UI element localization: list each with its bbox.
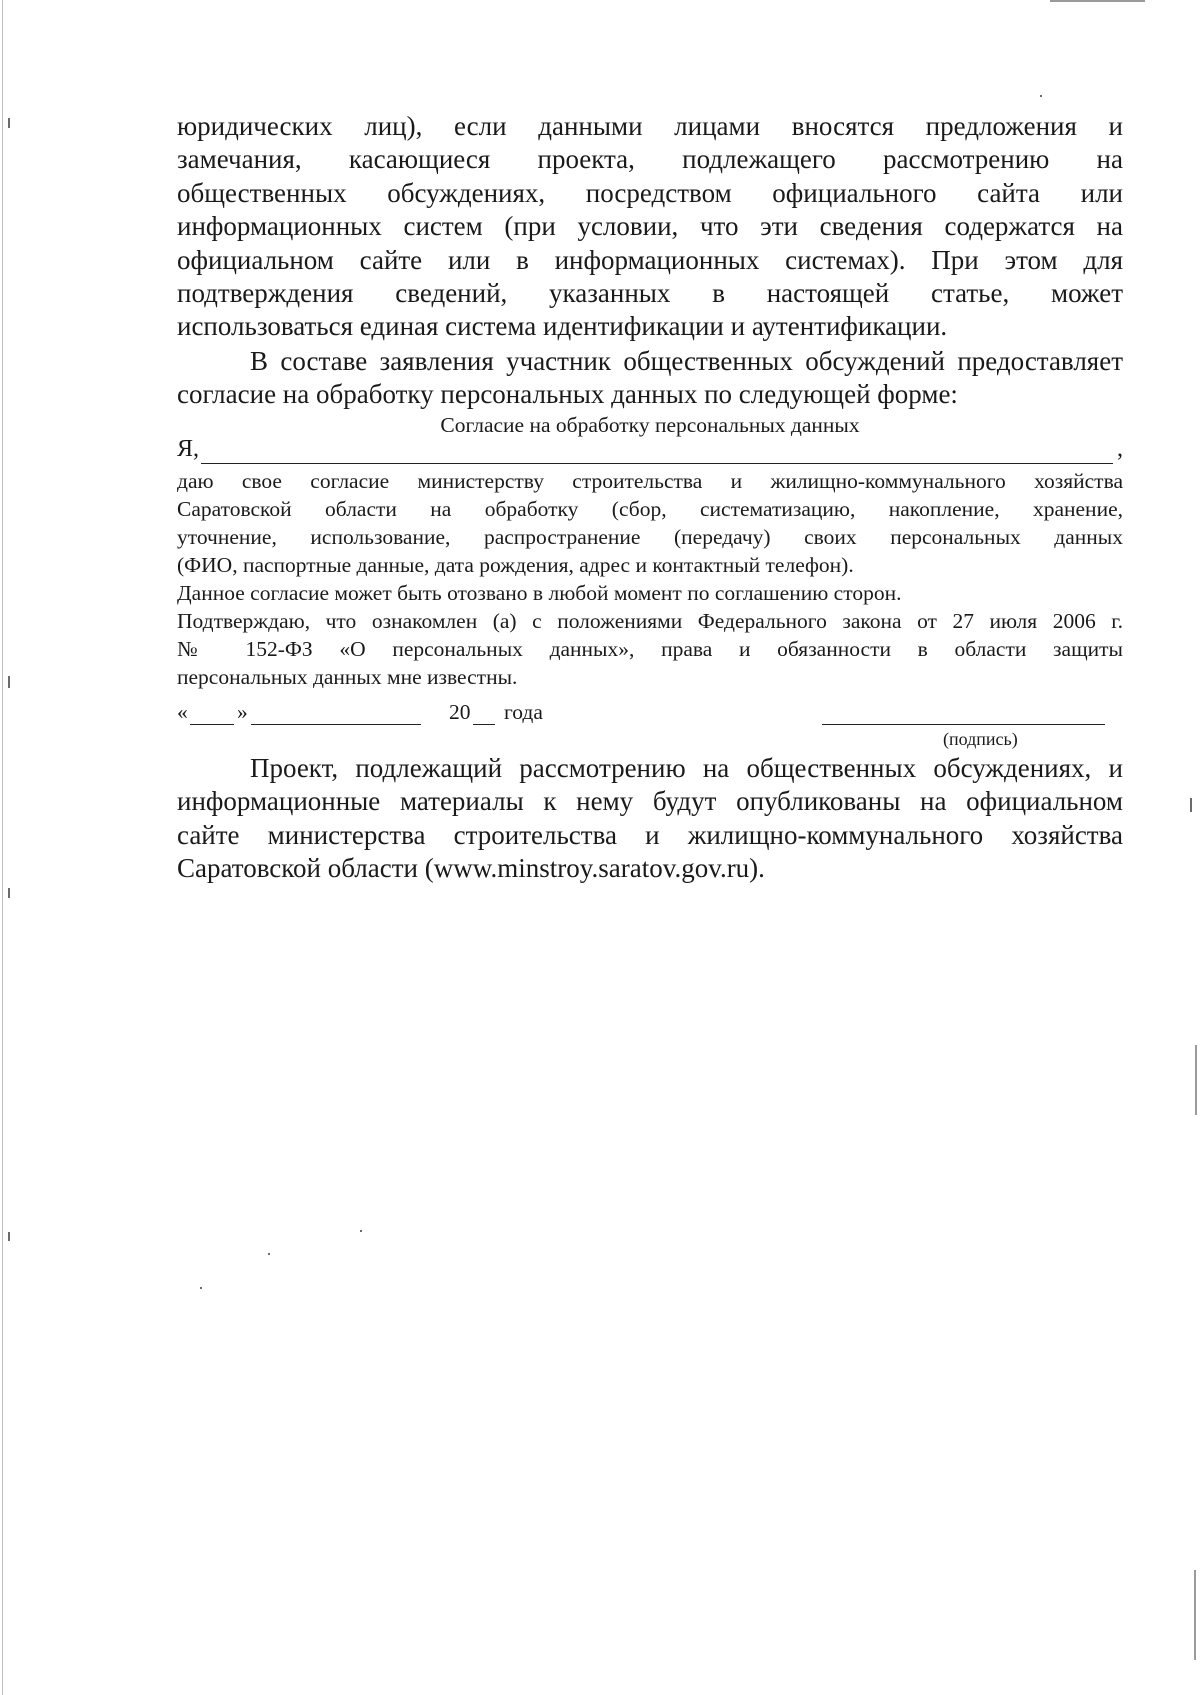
year-suffix: года bbox=[504, 700, 543, 724]
ya-label: Я, bbox=[177, 436, 200, 462]
consent-body bbox=[177, 467, 1123, 691]
text-line: Проект, подлежащий рассмотрению на общественных обсуждениях, и bbox=[250, 753, 1123, 783]
text-line: общественных обсуждениях, посредством официального сайта или bbox=[177, 177, 1123, 208]
signature-caption: (подпись) bbox=[943, 729, 1018, 749]
scan-speck bbox=[1190, 798, 1192, 812]
paragraph-consent-intro bbox=[177, 345, 1123, 412]
scan-speck bbox=[200, 1287, 202, 1289]
scan-speck bbox=[268, 1253, 270, 1255]
text-line: официальном сайте или в информационных системах). При этом для bbox=[177, 244, 1123, 275]
year-prefix: 20 bbox=[449, 700, 471, 724]
paragraph-personal-data-verification bbox=[177, 110, 1123, 344]
text-line: сайте министерства строительства и жилищно-коммунального хозяйства bbox=[177, 819, 1123, 850]
scan-speck bbox=[8, 1232, 10, 1241]
revoke-line: Данное согласие может быть отозвано в любой момент по соглашению сторон. bbox=[177, 581, 902, 605]
date-close-quote: » bbox=[237, 700, 248, 724]
text-line: замечания, касающиеся проекта, подлежащего рассмотрению на bbox=[177, 144, 1123, 175]
text-line: Саратовской области на обработку (сбор, систематизацию, накопление, хранение, bbox=[177, 497, 1123, 521]
ya-comma: , bbox=[1117, 436, 1123, 462]
text-line: В составе заявления участник общественных обсуждений предоставляет bbox=[250, 346, 1123, 376]
text-line: подтверждения сведений, указанных в настоящей статье, может bbox=[177, 277, 1123, 308]
name-blank-line bbox=[201, 463, 1113, 464]
text-line: юридических лиц), если данными лицами вносятся предложения и bbox=[177, 111, 1123, 141]
text-line: Саратовской области (www.minstroy.saratov.gov.ru). bbox=[177, 853, 765, 884]
text-line: (ФИО, паспортные данные, дата рождения, адрес и контактный телефон). bbox=[177, 553, 854, 577]
text-line: уточнение, использование, распространение (передачу) своих персональных данных bbox=[177, 525, 1123, 549]
scan-speck bbox=[1040, 95, 1042, 97]
signature-blank-line bbox=[822, 724, 1105, 725]
month-blank-line bbox=[251, 724, 421, 725]
consent-form-title: Согласие на обработку персональных данных bbox=[440, 413, 860, 437]
consent-name-row bbox=[177, 436, 1123, 466]
text-line: персональных данных мне известны. bbox=[177, 665, 518, 689]
scan-speck bbox=[1195, 1045, 1197, 1115]
date-signature-row bbox=[177, 700, 1123, 732]
scan-speck bbox=[1050, 0, 1145, 2]
scan-edge-left bbox=[2, 0, 3, 1695]
text-line: информационных систем (при условии, что эти сведения содержатся на bbox=[177, 211, 1123, 242]
text-line: использоваться единая система идентификации и аутентификации. bbox=[177, 311, 948, 342]
year-blank-line bbox=[473, 724, 495, 725]
scan-speck bbox=[1194, 1570, 1196, 1660]
day-blank-line bbox=[190, 724, 234, 725]
scan-speck bbox=[360, 1230, 362, 1232]
paragraph-publication bbox=[177, 752, 1123, 886]
date-open-quote: « bbox=[177, 700, 188, 724]
text-line: информационные материалы к нему будут опубликованы на официальном bbox=[177, 786, 1123, 817]
text-line: даю свое согласие министерству строительства и жилищно-коммунального хозяйства bbox=[177, 469, 1123, 493]
scan-speck bbox=[8, 118, 10, 128]
scan-speck bbox=[8, 888, 10, 898]
text-line: № 152-ФЗ «О персональных данных», права и обязанности в области защиты bbox=[177, 637, 1123, 661]
text-line: Подтверждаю, что ознакомлен (а) с положениями Федерального закона от 27 июля 2006 г. bbox=[177, 609, 1123, 633]
scan-speck bbox=[8, 676, 10, 688]
text-line: согласие на обработку персональных данных по следующей форме: bbox=[177, 379, 958, 410]
